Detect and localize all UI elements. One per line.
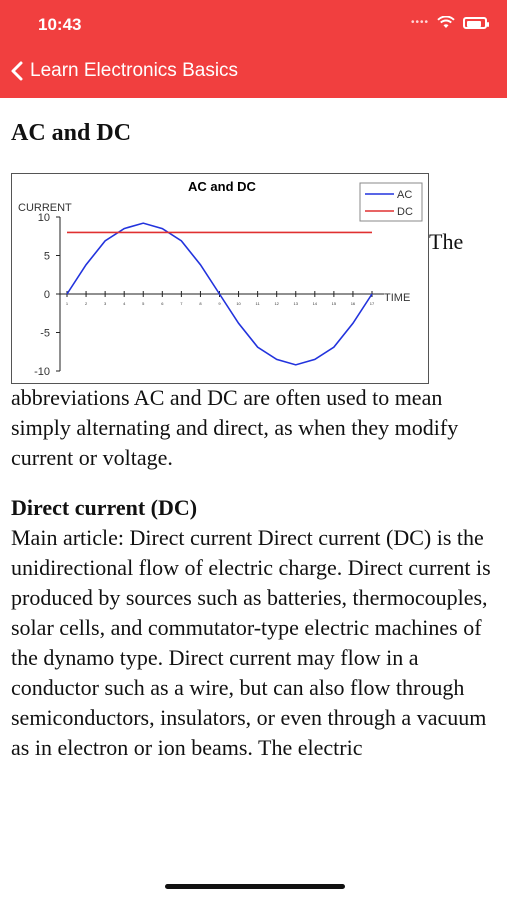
y-tick-label: -10 xyxy=(34,366,50,378)
nav-bar xyxy=(0,50,507,98)
chart-title: AC and DC xyxy=(188,179,256,194)
chart-svg xyxy=(12,174,428,383)
article-heading: AC and DC xyxy=(11,120,132,146)
x-tick-label: 10 xyxy=(236,301,241,306)
x-tick-label: 11 xyxy=(255,301,260,306)
x-tick-label: 9 xyxy=(218,301,221,306)
y-tick-label: 5 xyxy=(43,250,50,263)
ac-dc-chart xyxy=(11,173,429,384)
x-tick-label: 2 xyxy=(84,301,88,306)
x-tick-label: 5 xyxy=(142,301,145,306)
battery-icon xyxy=(463,17,487,29)
status-icons xyxy=(411,16,487,29)
article-content xyxy=(11,120,496,763)
back-button[interactable] xyxy=(10,60,238,82)
chevron-left-icon xyxy=(10,60,24,82)
x-tick-label: 8 xyxy=(199,301,202,306)
y-tick-label: 0 xyxy=(43,289,50,301)
x-tick-label: 7 xyxy=(180,301,183,306)
wifi-icon xyxy=(437,16,455,29)
x-tick-label: 1 xyxy=(65,301,69,306)
x-tick-label: 16 xyxy=(350,301,356,306)
legend-label: AC xyxy=(397,189,413,201)
x-tick-label: 12 xyxy=(274,301,279,306)
status-bar xyxy=(0,0,507,50)
intro-paragraph: abbreviations AC and DC are often used to mean simply alternating and direct, as when they modify current or voltage. xyxy=(11,385,459,470)
chart-xlabel: TIME xyxy=(384,292,411,304)
back-button-label: Learn Electronics Basics xyxy=(30,60,239,81)
status-time: 10:43 xyxy=(38,15,82,34)
legend-label: DC xyxy=(397,206,413,218)
inline-word: The xyxy=(429,229,464,254)
x-tick-label: 4 xyxy=(123,301,126,306)
y-tick-label: 10 xyxy=(37,212,50,224)
x-tick-label: 14 xyxy=(312,301,318,306)
home-indicator xyxy=(165,884,345,889)
chart-ylabel: CURRENT xyxy=(18,202,72,214)
section-heading: Direct current (DC) xyxy=(11,495,198,520)
section-paragraph: Main article: Direct current Direct current (DC) is the unidirectional flow of electric charge. Direct current is produced by sources such as batteries, thermocouples, solar cells, and commutator-type electric machines of the dynamo type. Direct current may flow in a conductor such as a wire, but can also flow through semiconductors, insulators, or even through a vacuum as in electron or ion beams. The electric xyxy=(11,525,491,760)
x-tick-label: 3 xyxy=(104,301,107,306)
signal-dots-icon: •••• xyxy=(410,17,429,28)
chart-legend xyxy=(360,183,422,221)
x-tick-label: 6 xyxy=(161,301,164,306)
x-tick-label: 13 xyxy=(293,301,298,306)
y-tick-label: -5 xyxy=(40,327,50,340)
figure-row xyxy=(11,173,496,385)
x-tick-label: 17 xyxy=(369,301,375,306)
x-tick-label: 15 xyxy=(331,301,337,306)
